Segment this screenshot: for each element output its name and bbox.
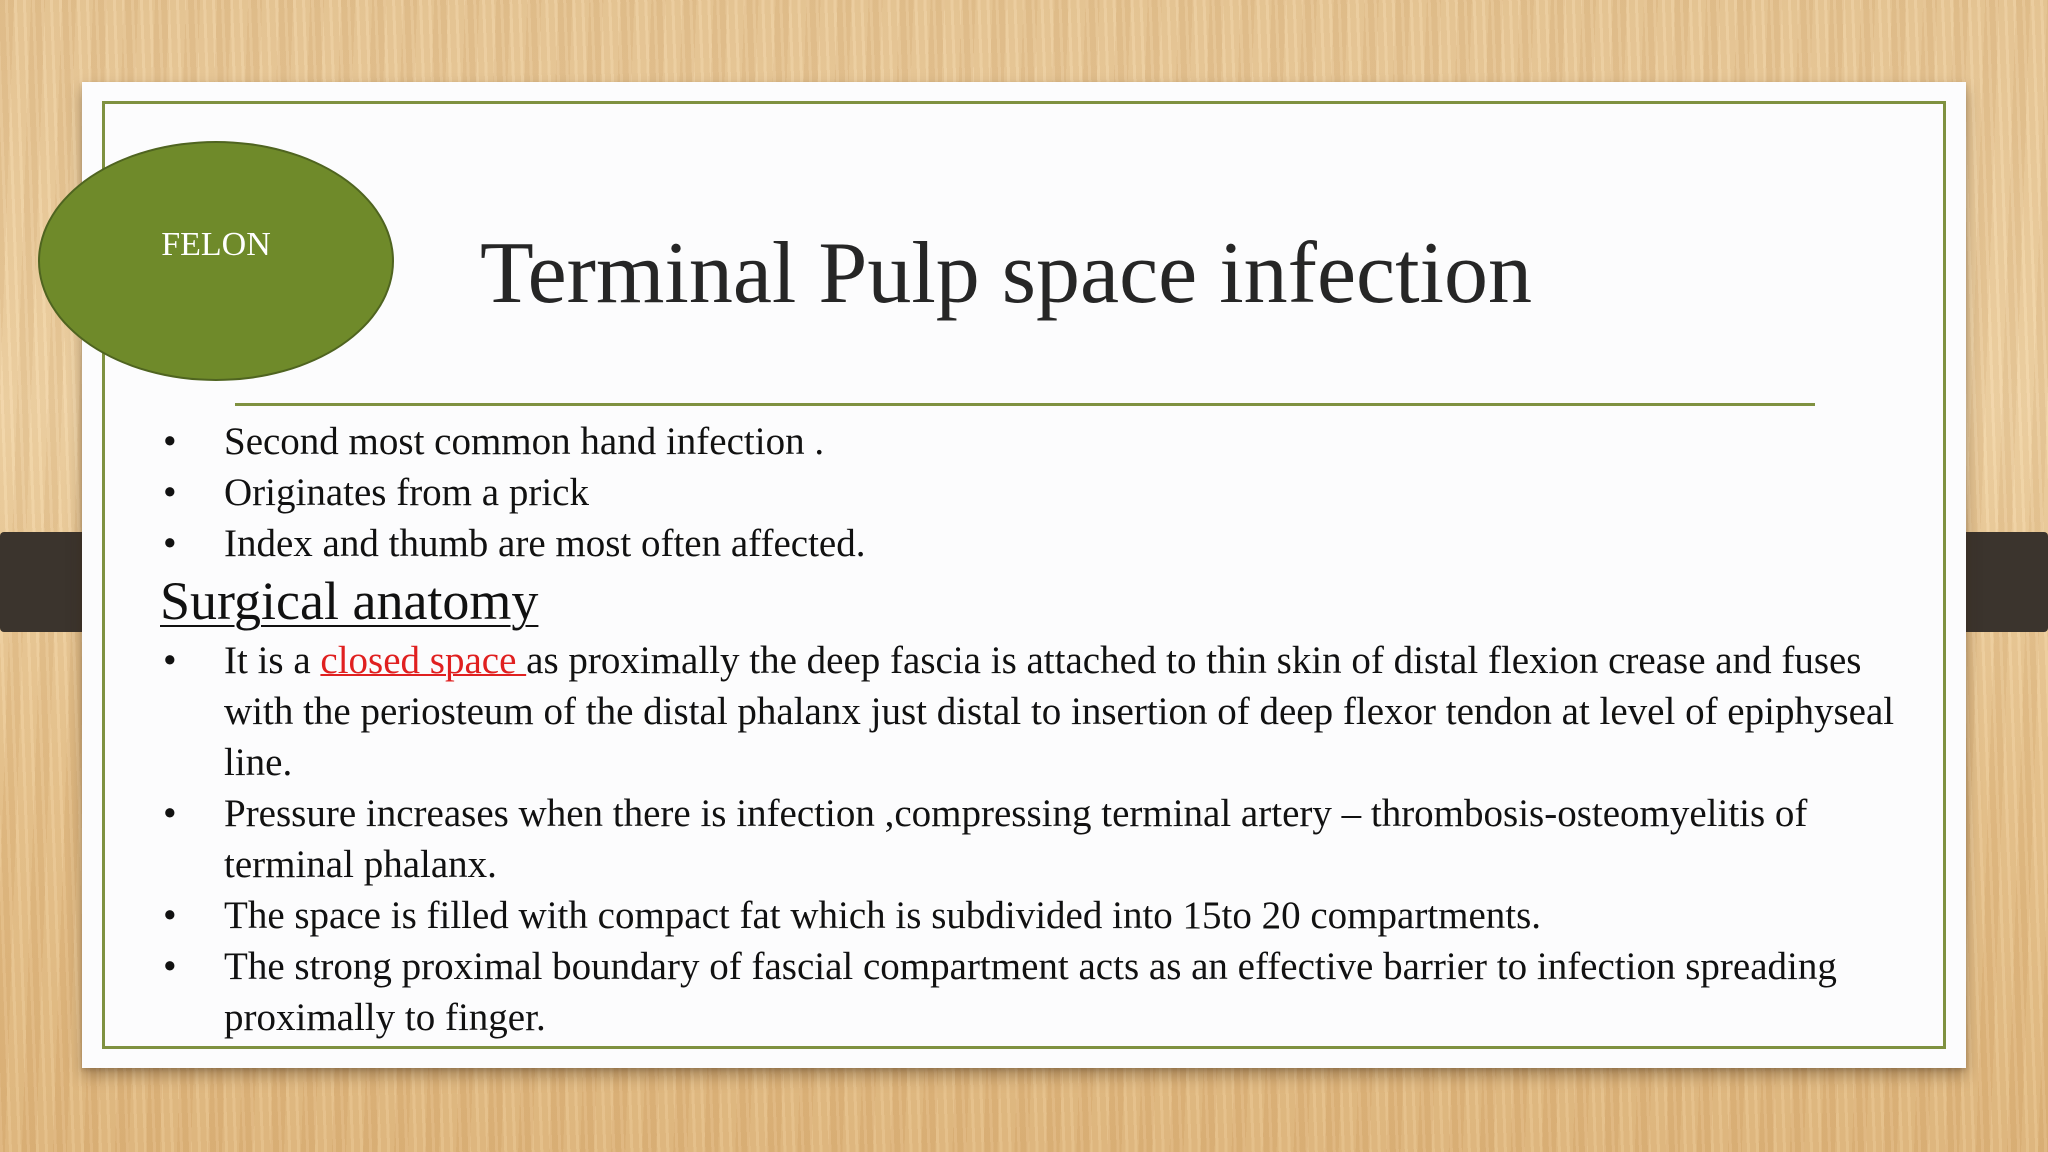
bullet-item: • The strong proximal boundary of fascial compartment acts as an effective barrier to infection spreading proximally to finger. (160, 941, 1930, 1043)
intro-bullet-list (160, 416, 1930, 569)
bullet-text: as proximally the deep fascia is attached to thin skin of distal flexion crease and fuses with the periosteum of the distal phalanx just distal to insertion of deep flexor tendon at level of epiphyseal line. (224, 639, 1895, 784)
bullet-item: • Index and thumb are most often affected. (160, 518, 1930, 569)
slide-content (160, 416, 1930, 1043)
slide-title: Terminal Pulp space infection (480, 225, 1532, 322)
title-underline-rule (235, 403, 1815, 406)
bullet-item: • The space is filled with compact fat which is subdivided into 15to 20 compartments. (160, 890, 1930, 941)
bullet-item: • Second most common hand infection . (160, 416, 1930, 467)
badge-label: FELON (161, 226, 271, 263)
bullet-item: • Pressure increases when there is infection ,compressing terminal artery – thrombosis-osteomyelitis of terminal phalanx. (160, 788, 1930, 890)
section-heading: Surgical anatomy (160, 571, 539, 631)
bullet-item: • Originates from a prick (160, 467, 1930, 518)
felon-badge (38, 141, 394, 381)
bullet-item (160, 635, 1930, 788)
anatomy-bullet-list (160, 635, 1930, 1043)
highlighted-term: closed space (320, 639, 527, 682)
bullet-text: It is a (224, 639, 321, 682)
